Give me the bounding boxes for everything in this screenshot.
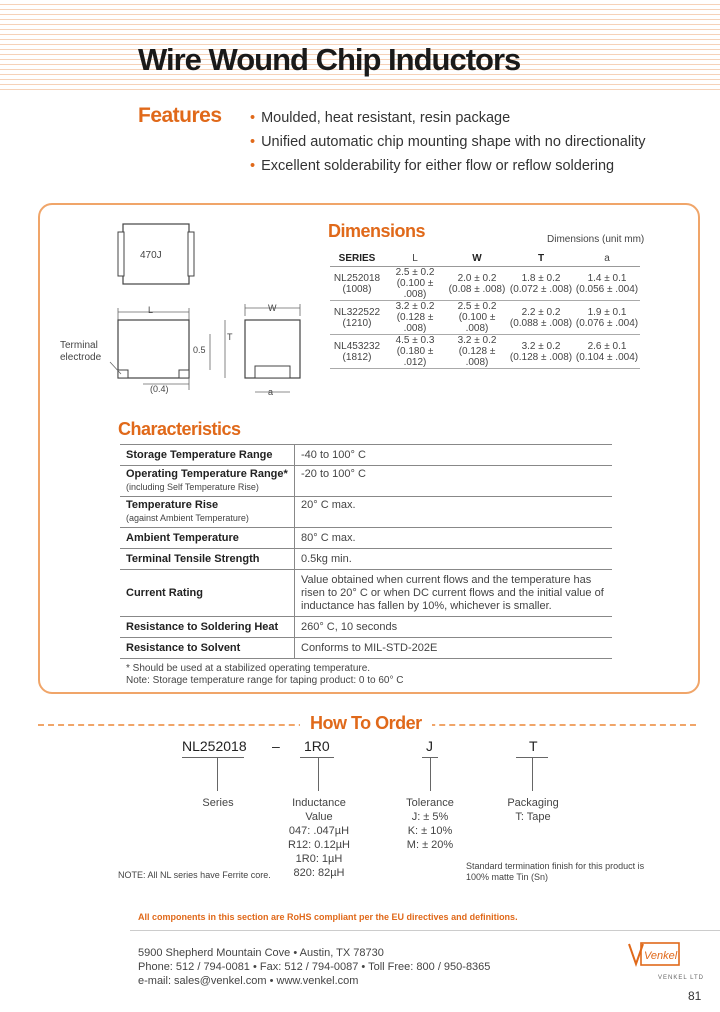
table-row: Temperature Rise (against Ambient Temperature) 20° C max.: [120, 497, 612, 528]
part-series: NL252018: [182, 738, 247, 754]
part-dash: –: [272, 738, 280, 754]
part-packaging: T: [529, 738, 538, 754]
packaging-label: Packaging T: Tape: [507, 797, 559, 823]
footer-rule: [130, 930, 720, 931]
finish-note: Standard termination finish for this product is 100% matte Tin (Sn): [466, 861, 645, 882]
page-title: Wire Wound Chip Inductors: [138, 42, 521, 77]
dimensions-table: [330, 250, 640, 369]
table-row: Current Rating Value obtained when current flows and the temperature has risen to 20° C or when DC current flows and the initial value of inductance has fallen by 10%, whichever is smaller.: [120, 570, 612, 617]
label-04: (0.4): [150, 384, 169, 394]
table-row: Operating Temperature Range* (including Self Temperature Rise) -20 to 100° C: [120, 466, 612, 497]
chip-marking: 470J: [140, 250, 162, 261]
table-row: Terminal Tensile Strength 0.5kg min.: [120, 549, 612, 570]
dimensions-unit: Dimensions (unit mm): [547, 234, 645, 245]
terminal-label-2: electrode: [60, 352, 102, 363]
page-number: 81: [688, 989, 702, 1003]
characteristics-heading: Characteristics: [118, 419, 241, 439]
table-row: NL453232 (1812) 4.5 ± 0.3 (0.180 ± .012) 3.2 ± 0.2 (0.128 ± .008) 3.2 ± 0.2 (0.128 ± .008) 2.6 ± 0.1 (0.104 ± .004): [330, 335, 640, 369]
bullet: •: [250, 110, 256, 126]
part-inductance: 1R0: [304, 738, 330, 754]
label-W: W: [268, 303, 277, 313]
feature-item: • Moulded, heat resistant, resin package: [250, 110, 511, 126]
inductor-dimension-diagram: [55, 212, 315, 412]
col-a: a: [574, 250, 640, 267]
characteristics-table: [120, 444, 612, 659]
venkel-logo: [627, 940, 683, 968]
label-05: 0.5: [193, 345, 206, 355]
svg-text:Venkel: Venkel: [644, 950, 678, 962]
table-row: NL252018 (1008) 2.5 ± 0.2 (0.100 ± .008) 2.0 ± 0.2 (0.08 ± .008) 1.8 ± 0.2 (0.072 ± .008) 1.4 ± 0.1 (0.056 ± .004): [330, 267, 640, 301]
table-row: NL322522 (1210) 3.2 ± 0.2 (0.128 ± .008) 2.5 ± 0.2 (0.100 ± .008) 2.2 ± 0.2 (0.088 ± .008) 1.9 ± 0.1 (0.076 ± .004): [330, 301, 640, 335]
col-W: W: [446, 250, 508, 267]
inductance-label: Inductance Value 047: .047µH R12: 0.12µH 1R0: 1µH 820: 82µH: [288, 797, 350, 879]
terminal-label-1: Terminal: [60, 340, 98, 351]
characteristics-notes: * Should be used at a stabilized operating temperature. Note: Storage temperature range for taping product: 0 to 60° C: [126, 663, 404, 686]
features-list: [250, 110, 646, 182]
label-T: T: [227, 332, 233, 342]
table-row: Ambient Temperature 80° C max.: [120, 528, 612, 549]
series-label: Series: [202, 797, 234, 809]
part-tolerance: J: [426, 738, 433, 754]
dimensions-heading: Dimensions: [328, 221, 426, 241]
chip-side-view: [118, 320, 189, 378]
table-row: Storage Temperature Range -40 to 100° C: [120, 445, 612, 466]
feature-item: • Unified automatic chip mounting shape with no directionality: [250, 134, 646, 150]
col-L: L: [384, 250, 446, 267]
how-to-order-heading: How To Order: [300, 713, 432, 734]
bullet: •: [250, 134, 256, 150]
feature-item: • Excellent solderability for either flow or reflow soldering: [250, 158, 615, 174]
features-heading: Features: [138, 104, 222, 127]
bullet: •: [250, 158, 256, 174]
col-T: T: [508, 250, 574, 267]
rohs-statement: All components in this section are RoHS compliant per the EU directives and definitions.: [138, 912, 518, 922]
tolerance-label: Tolerance J: ± 5% K: ± 10% M: ± 20%: [406, 797, 454, 851]
col-series: SERIES: [330, 250, 384, 267]
label-a: a: [268, 387, 274, 397]
company-address: 5900 Shepherd Mountain Cove • Austin, TX 78730 Phone: 512 / 794-0081 • Fax: 512 / 794-0087 • Toll Free: 800 / 950-8365 e-mail: sales@venkel.com • www.venkel.com: [138, 947, 491, 987]
table-row: Resistance to Soldering Heat 260° C, 10 seconds: [120, 617, 612, 638]
ferrite-note: NOTE: All NL series have Ferrite core.: [118, 870, 271, 880]
label-L: L: [148, 305, 154, 315]
company-name: VENKEL LTD: [658, 975, 705, 981]
table-row: Resistance to Solvent Conforms to MIL-STD-202E: [120, 638, 612, 659]
